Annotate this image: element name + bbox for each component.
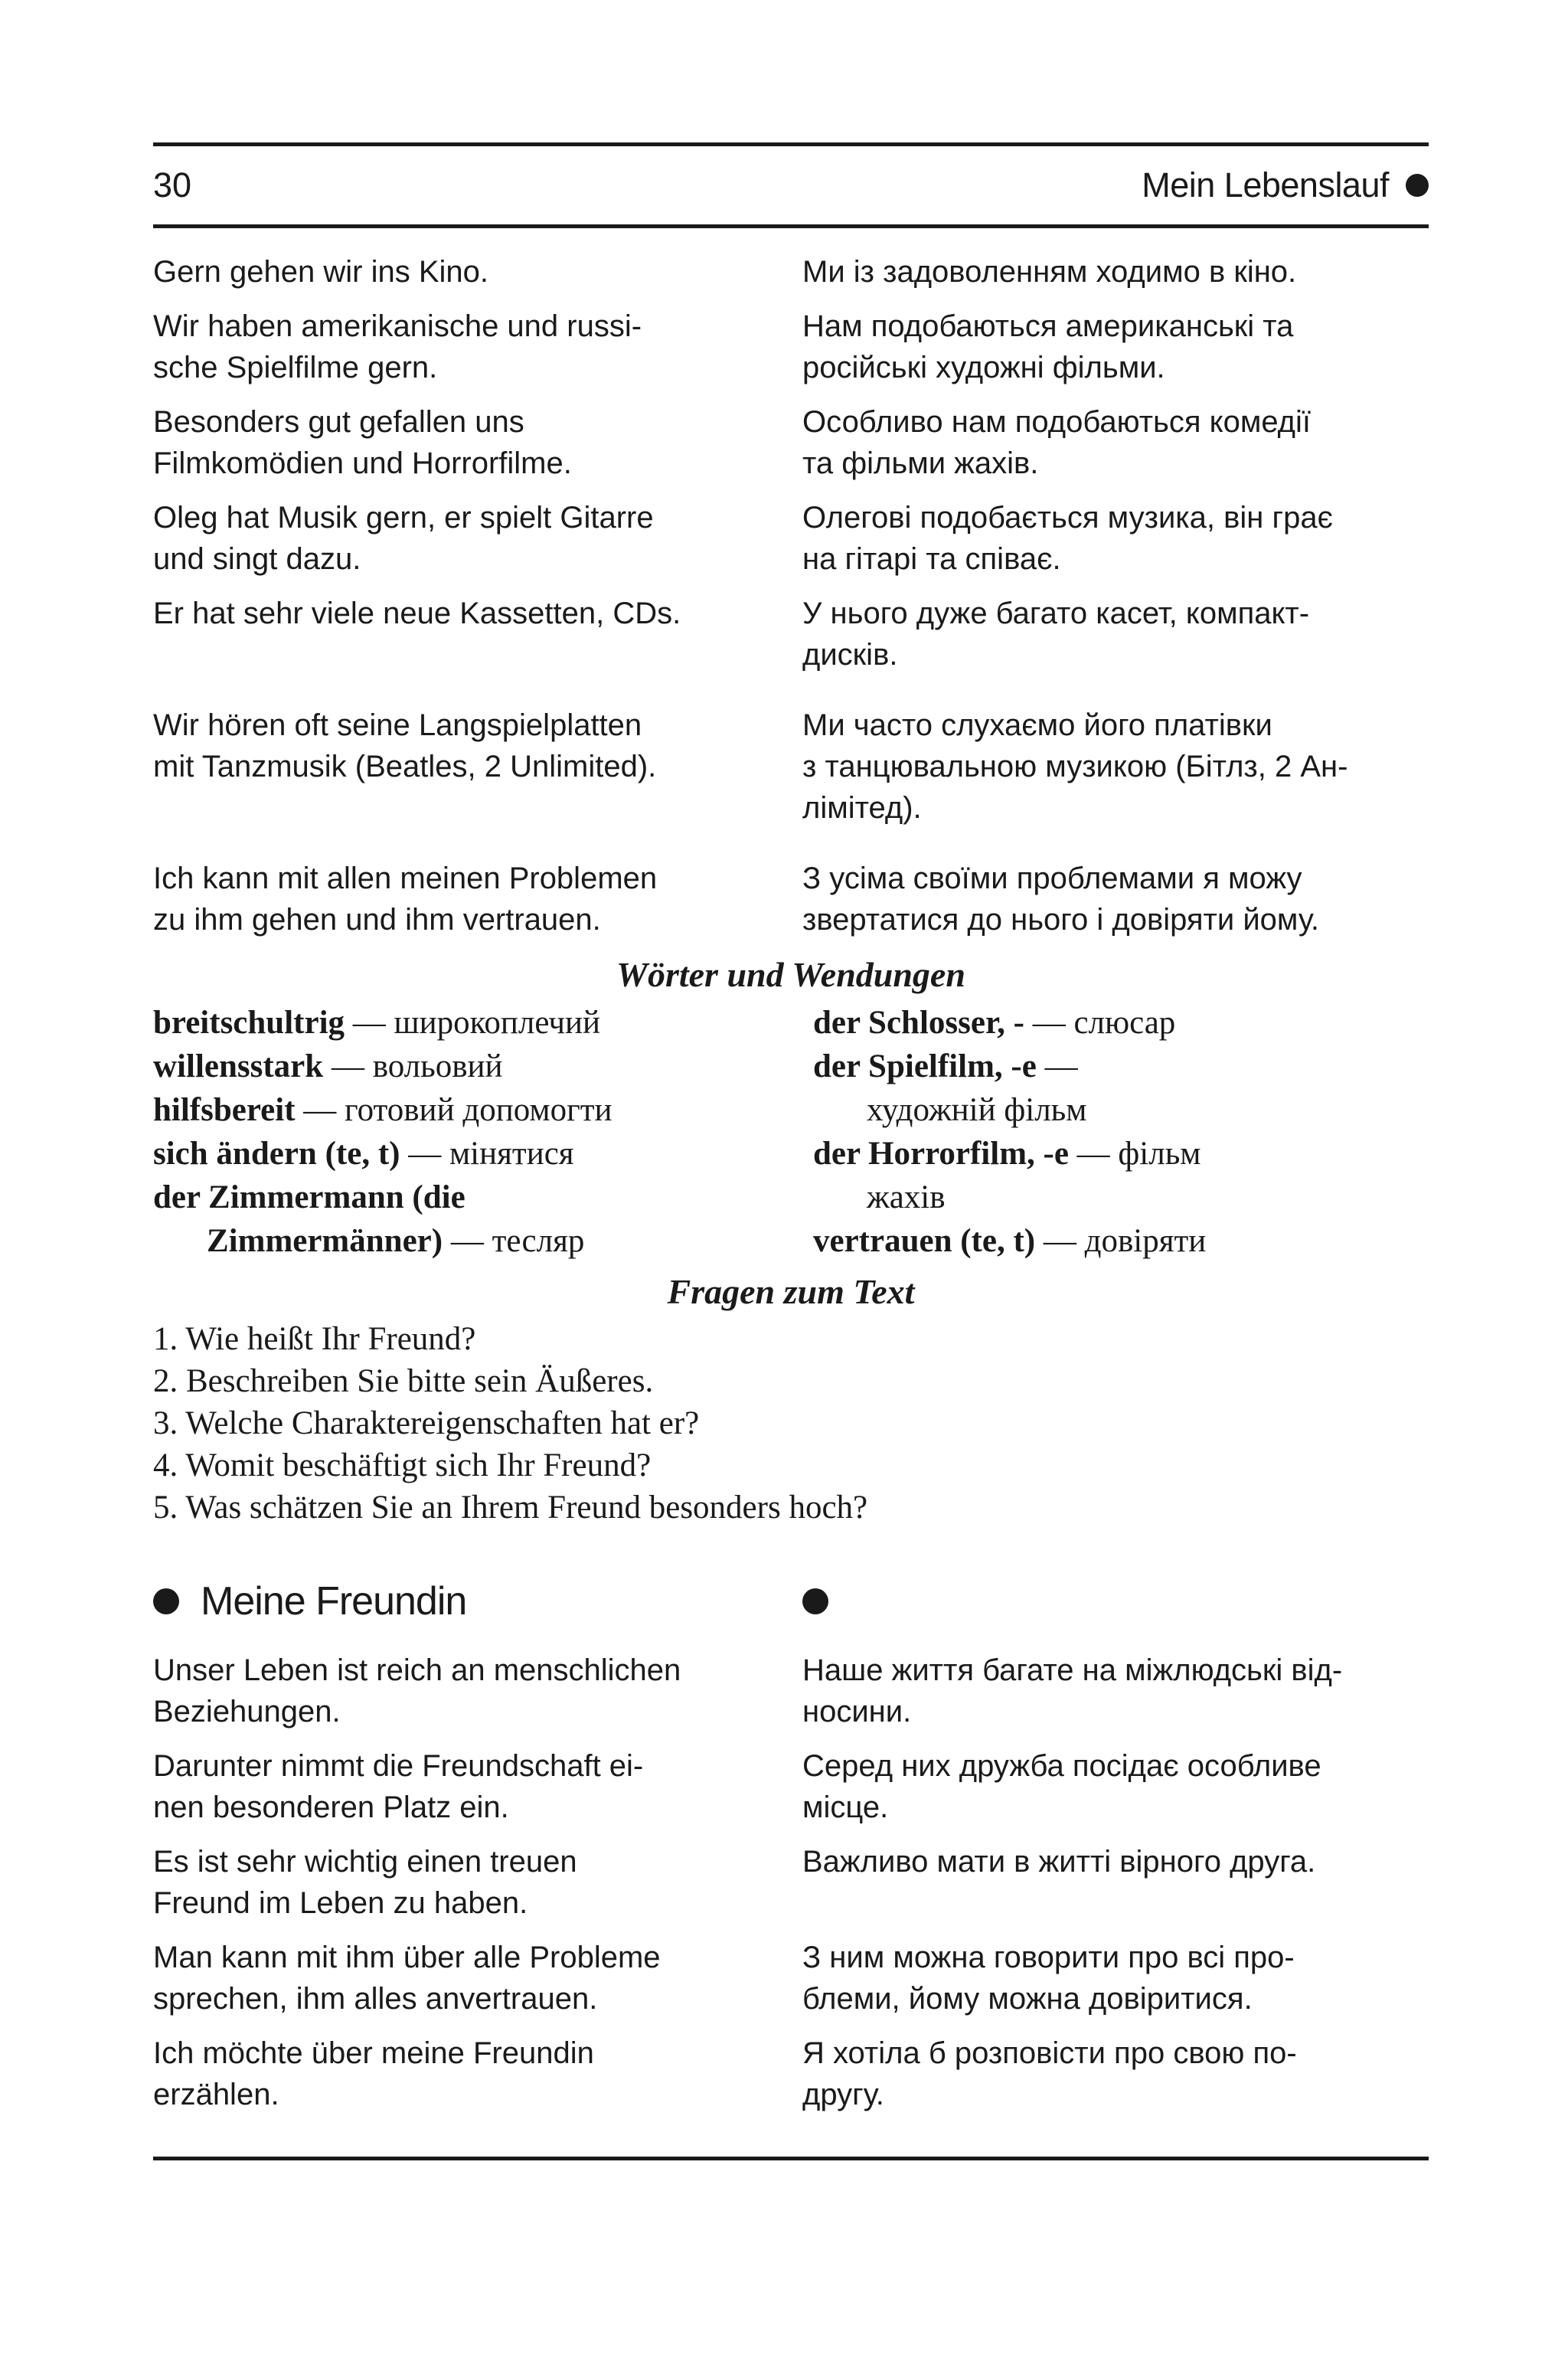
questions-title: Fragen zum Text [667, 1272, 915, 1311]
german-text: Er hat sehr viele neue Kassetten, CDs. [153, 597, 681, 630]
vocab-translation: — [1036, 1048, 1078, 1084]
ukrainian-text: З усіма своїми проблемами я можу звертатися до нього і довіряти йому. [802, 862, 1319, 937]
vocab-term: hilfsbereit [153, 1092, 296, 1128]
german-text: Besonders gut gefallen uns Filmkomödien und Horrorfilme. [153, 405, 572, 480]
vocab-translation: — готовий допомогти [295, 1092, 612, 1128]
vocab-translation: — мінятися [400, 1136, 574, 1172]
question-item: 4. Womit beschäftigt sich Ihr Freund? [153, 1447, 652, 1483]
german-text: Man kann mit ihm über alle Probleme sprechen, ihm alles anvertrauen. [153, 1941, 661, 2016]
german-text: Oleg hat Musik gern, er spielt Gitarre und singt dazu. [153, 501, 654, 576]
parallel-text-block-1 [153, 251, 1429, 940]
german-text: Unser Leben ist reich an menschlichen Beziehungen. [153, 1653, 681, 1728]
questions-list [153, 1318, 1429, 1529]
ukrainian-text: Олегові подобається музика, він грає на гітарі та співає. [802, 501, 1333, 576]
vocab-translation: — слюсар [1024, 1005, 1176, 1041]
ukrainian-text: У нього дуже багато касет, компакт- дисків. [802, 597, 1310, 672]
vocab-term: der Schlosser, - [813, 1005, 1024, 1041]
ukrainian-text: Ми із задоволенням ходимо в кіно. [802, 255, 1297, 289]
question-item: 2. Beschreiben Sie bitte sein Äußeres. [153, 1363, 654, 1399]
vocab-term: vertrauen (te, t) [813, 1223, 1036, 1259]
running-title: Mein Lebenslauf [1142, 165, 1389, 204]
ukrainian-text: Наше життя багате на міжлюдські від- носини. [802, 1653, 1343, 1728]
vocab-translation: — довіряти [1035, 1223, 1207, 1259]
running-header [153, 146, 1429, 224]
vocab-term: der Horrorfilm, -e [813, 1136, 1069, 1172]
vocab-translation: художній фільм [867, 1092, 1087, 1128]
vocab-entry [813, 1045, 1429, 1088]
text-pair-row [153, 306, 1429, 388]
text-pair-row [153, 251, 1429, 293]
question-item: 1. Wie heißt Ihr Freund? [153, 1321, 476, 1357]
section-heading-row [153, 1575, 1429, 1628]
section-heading: Meine Freundin [201, 1579, 467, 1624]
vocab-term: sich ändern (te, t) [153, 1136, 400, 1172]
vocab-entry [153, 1176, 813, 1219]
text-pair-row [153, 858, 1429, 940]
vocab-translation: — широкоплечий [345, 1005, 600, 1041]
text-pair-row [153, 2033, 1429, 2115]
vocab-term: willensstark [153, 1048, 324, 1084]
german-text: Darunter nimmt die Freundschaft ei- nen besonderen Platz ein. [153, 1749, 644, 1824]
vocab-title: Wörter und Wendungen [616, 955, 965, 994]
text-pair-row [153, 593, 1429, 675]
vocab-translation: — тесляр [443, 1223, 585, 1259]
german-text: Ich möchte über meine Freundin erzählen. [153, 2036, 594, 2111]
text-pair-row [153, 705, 1429, 829]
vocab-entry [813, 1001, 1429, 1045]
vocab-entry [813, 1176, 1429, 1219]
text-pair-row [153, 1745, 1429, 1828]
vocab-entry [153, 1045, 813, 1088]
page-number: 30 [153, 165, 192, 204]
ukrainian-text: Особливо нам подобаються комедії та фільми жахів. [802, 405, 1312, 480]
bullet-dot-icon [802, 1588, 828, 1614]
text-pair-row [153, 1650, 1429, 1732]
text-pair-row [153, 1841, 1429, 1924]
vocab-entry [813, 1132, 1429, 1176]
vocab-translation: — вольовий [323, 1048, 503, 1084]
german-text: Gern gehen wir ins Kino. [153, 255, 489, 289]
ukrainian-text: Нам подобаються американські та російські художні фільми. [802, 309, 1294, 384]
vocab-column-right [813, 1001, 1429, 1263]
vocab-term: Zimmermänner) [207, 1223, 443, 1259]
vocab-entry [813, 1088, 1429, 1132]
ukrainian-text: Ми часто слухаємо його платівки з танцювальною музикою (Бітлз, 2 Ан- лімітед). [802, 708, 1348, 825]
book-page [153, 142, 1429, 2160]
vocab-translation: жахів [867, 1179, 946, 1215]
bottom-rule [153, 2157, 1429, 2160]
ukrainian-text: Я хотіла б розповісти про свою по- другу. [802, 2036, 1297, 2111]
ukrainian-text: Важливо мати в житті вірного друга. [802, 1845, 1316, 1879]
vocab-block [153, 1001, 1429, 1263]
vocab-entry [813, 1219, 1429, 1263]
ukrainian-text: З ним можна говорити про всі про- блеми, йому можна довіритися. [802, 1941, 1295, 2016]
text-pair-row [153, 497, 1429, 580]
bullet-dot-icon [1406, 174, 1429, 197]
vocab-entry [153, 1088, 813, 1132]
question-item: 5. Was schätzen Sie an Ihrem Freund besonders hoch? [153, 1490, 868, 1526]
parallel-text-block-2 [153, 1650, 1429, 2115]
vocab-translation: — фільм [1068, 1136, 1201, 1172]
vocab-term: breitschultrig [153, 1005, 345, 1041]
german-text: Wir hören oft seine Langspielplatten mit Tanzmusik (Beatles, 2 Unlimited). [153, 708, 657, 783]
german-text: Wir haben amerikanische und russi- sche Spielfilme gern. [153, 309, 642, 384]
question-item: 3. Welche Charaktereigenschaften hat er? [153, 1405, 700, 1441]
header-rule [153, 224, 1429, 228]
text-pair-row [153, 401, 1429, 484]
german-text: Es ist sehr wichtig einen treuen Freund im Leben zu haben. [153, 1845, 577, 1920]
vocab-term: der Zimmermann (die [153, 1179, 466, 1215]
vocab-entry [153, 1219, 813, 1263]
ukrainian-text: Серед них дружба посідає особливе місце. [802, 1749, 1321, 1824]
text-pair-row [153, 1937, 1429, 2020]
vocab-entry [153, 1132, 813, 1176]
vocab-column-left [153, 1001, 813, 1263]
vocab-term: der Spielfilm, -e [813, 1048, 1037, 1084]
vocab-entry [153, 1001, 813, 1045]
bullet-dot-icon [153, 1588, 179, 1614]
german-text: Ich kann mit allen meinen Problemen zu ihm gehen und ihm vertrauen. [153, 862, 658, 937]
